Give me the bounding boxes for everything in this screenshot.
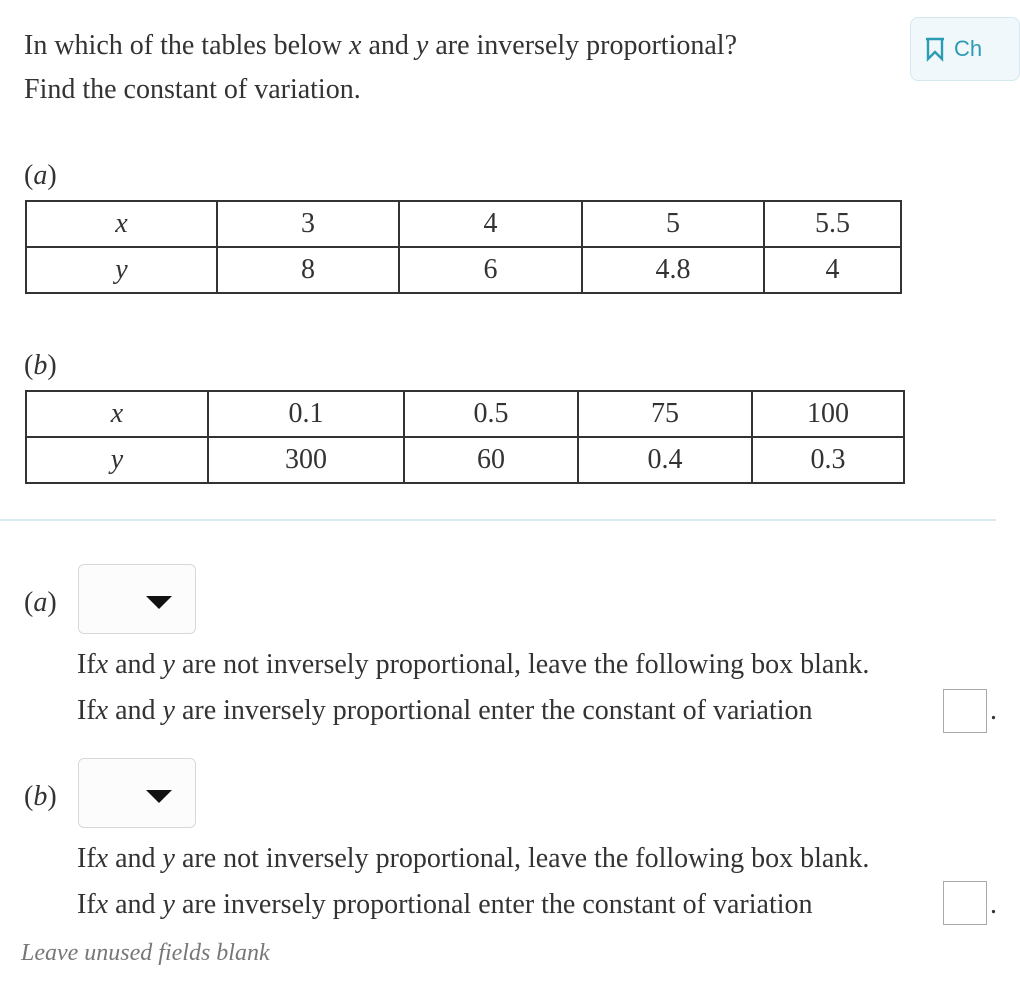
variable-x: x [95,649,109,680]
label-letter: a [33,160,48,191]
part-a-dropdown[interactable] [78,564,196,634]
variable-y: y [162,889,175,920]
label-paren-close: ) [47,350,57,381]
variable-x: x [95,889,109,920]
table-cell-header: x [26,391,208,437]
table-a [25,200,902,294]
check-tab-label: Ch [954,36,983,61]
bookmark-icon [925,37,945,61]
table-cell: 0.4 [578,437,752,483]
section-divider [0,519,996,521]
table-cell: 3 [217,201,399,247]
label-paren-open: ( [24,587,34,618]
period: . [990,695,997,726]
label-paren-open: ( [24,781,34,812]
table-a-label [24,160,57,192]
table-cell: 0.5 [404,391,578,437]
instr-if: If [77,843,96,874]
label-letter: b [33,781,48,812]
instr-text: are inversely proportional enter the constant of variation [181,889,813,920]
variable-y: y [162,843,175,874]
label-paren-open: ( [24,350,34,381]
part-a-label [24,587,57,619]
table-cell: 0.3 [752,437,904,483]
check-tab[interactable] [910,17,1020,81]
table-cell: 300 [208,437,404,483]
question-prompt [24,24,737,112]
instr-text: are not inversely proportional, leave the following box blank. [181,843,870,874]
instr-and: and [115,889,156,920]
table-row-x [26,391,904,437]
table-cell: 60 [404,437,578,483]
question-text: In which of the tables below [24,30,343,61]
chevron-down-icon [146,790,172,803]
table-row-x [26,201,901,247]
instr-text: are inversely proportional enter the constant of variation [181,695,813,726]
part-a-constant-input[interactable] [943,689,987,733]
question-and: and [368,30,409,61]
instr-text: are not inversely proportional, leave the following box blank. [181,649,870,680]
question-line-1 [24,24,737,68]
variable-x: x [349,30,362,61]
instr-if: If [77,889,96,920]
part-b-constant-input[interactable] [943,881,987,925]
table-b-label [24,350,57,382]
table-b [25,390,905,484]
table-row-y [26,437,904,483]
table-cell: 0.1 [208,391,404,437]
variable-y: y [415,30,429,61]
question-line-2: Find the constant of variation. [24,74,361,105]
table-cell: 6 [399,247,582,293]
instr-if: If [77,695,96,726]
label-letter: a [33,587,48,618]
table-cell: 8 [217,247,399,293]
table-cell: 4.8 [582,247,764,293]
label-paren-open: ( [24,160,34,191]
table-cell: 4 [399,201,582,247]
part-b-label [24,781,57,813]
part-b-dropdown[interactable] [78,758,196,828]
chevron-down-icon [146,596,172,609]
table-cell: 75 [578,391,752,437]
instr-if: If [77,649,96,680]
label-paren-close: ) [47,587,57,618]
variable-x: x [95,695,109,726]
part-a-not-proportional-text [77,649,869,681]
part-b-proportional-text [77,889,813,921]
instr-and: and [115,649,156,680]
label-paren-close: ) [47,781,57,812]
label-letter: b [33,350,48,381]
variable-y: y [162,695,175,726]
table-cell: 5 [582,201,764,247]
variable-y: y [162,649,175,680]
part-b-not-proportional-text [77,843,869,875]
label-paren-close: ) [47,160,57,191]
instr-and: and [115,843,156,874]
table-cell-header: y [26,437,208,483]
footer-note: Leave unused fields blank [21,940,270,966]
part-a-proportional-text [77,695,813,727]
period: . [990,889,997,920]
table-cell-header: x [26,201,217,247]
instr-and: and [115,695,156,726]
variable-x: x [95,843,109,874]
question-text-end: are inversely proportional? [435,30,737,61]
table-row-y [26,247,901,293]
table-cell: 5.5 [764,201,901,247]
table-cell-header: y [26,247,217,293]
table-cell: 4 [764,247,901,293]
table-cell: 100 [752,391,904,437]
